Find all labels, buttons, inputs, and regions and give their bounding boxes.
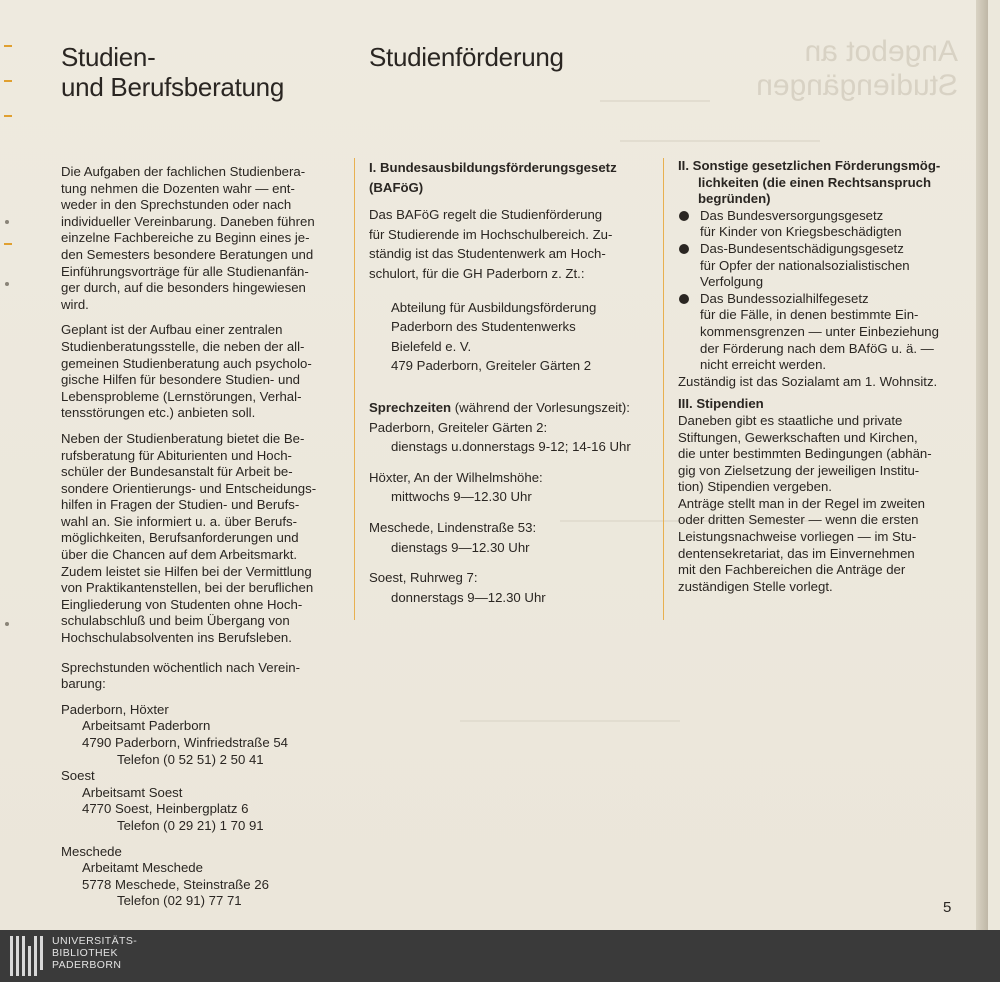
hours-entry	[369, 568, 647, 607]
office-city: Paderborn, Höxter	[61, 701, 169, 717]
text-line: Paderborn des Studentenwerks	[391, 319, 576, 335]
section-title-stipendien: III. Stipendien	[678, 396, 764, 412]
text-line: Eingliederung von Studenten ohne Hoch-	[61, 596, 303, 612]
text-line: wahl an. Sie informiert u. a. über Berufs-	[61, 513, 298, 529]
text-line: individueller Vereinbarung. Daneben führen	[61, 213, 315, 229]
library-name-line: UNIVERSITÄTS-	[52, 935, 138, 947]
page-edge	[976, 0, 988, 930]
sprechzeiten-heading	[369, 398, 647, 418]
section-title-bafoeg	[369, 158, 647, 197]
library-name-line: BIBLIOTHEK	[52, 947, 118, 959]
hours-place: Höxter, An der Wilhelmshöhe:	[369, 469, 543, 485]
text-line: barung:	[61, 676, 106, 692]
paragraph-berufsberatung	[61, 431, 339, 647]
text-line: I. Bundesausbildungsförderungsgesetz	[369, 160, 617, 175]
text-line: zuständigen Stelle vorlegt.	[678, 578, 833, 594]
office-phone: Telefon (0 52 51) 2 50 41	[117, 751, 264, 767]
text-line: nicht erreicht werden.	[700, 357, 827, 373]
text-line: Neben der Studienberatung bietet die Be-	[61, 430, 305, 446]
text-line: kommensgrenzen — unter Einbeziehung	[700, 323, 939, 339]
text-line: gig von Zielsetzung der jeweiligen Institu-	[678, 462, 920, 478]
bullet-dot-icon	[679, 244, 689, 254]
page-number: 5	[943, 899, 952, 916]
text-line: den Semesters besondere Beratungen und	[61, 246, 314, 262]
column-divider	[354, 158, 355, 620]
margin-mark	[5, 220, 9, 224]
bullet-item	[678, 208, 954, 241]
text-line: Das Bundesversorgungsgesetz	[700, 207, 884, 223]
hours-entry	[369, 418, 647, 457]
text-line: schulort, für die GH Paderborn z. Zt.:	[369, 265, 585, 281]
text-line: 479 Paderborn, Greiteler Gärten 2	[391, 358, 592, 374]
bleed-through-line	[600, 100, 710, 102]
office-soest	[61, 768, 339, 834]
text-line: II. Sonstige gesetzlichen Förderungsmög-	[678, 158, 941, 173]
text-line: Sprechstunden wöchentlich nach Verein-	[61, 659, 300, 675]
hours-time: mittwochs 9—12.30 Uhr	[391, 489, 532, 505]
text-line: möglichkeiten, Berufsanforderungen und	[61, 530, 299, 546]
sprechzeiten-note: (während der Vorlesungszeit):	[454, 399, 630, 415]
bleed-through-line	[460, 720, 680, 722]
office-address: 4770 Soest, Heinbergplatz 6	[82, 801, 249, 817]
text-line: begründen)	[698, 191, 771, 207]
text-line: Studienberatungsstelle, die neben der all-	[61, 338, 305, 354]
office-address: 5778 Meschede, Steinstraße 26	[82, 876, 269, 892]
hours-place: Soest, Ruhrweg 7:	[369, 570, 478, 586]
office-name: Arbeitamt Meschede	[82, 860, 203, 876]
margin-tick	[4, 115, 12, 117]
text-line: gemeinen Studienberatung auch psycholo-	[61, 355, 312, 371]
text-line: weder in den Sprechstunden oder nach	[61, 197, 292, 213]
bullet-dot-icon	[679, 211, 689, 221]
heading-line: Studien-	[61, 42, 156, 72]
responsibility-note: Zuständig ist das Sozialamt am 1. Wohnsitz.	[678, 373, 938, 389]
heading-studienfoerderung: Studienförderung	[369, 42, 564, 72]
text-line: ger durch, auf die besonders hingewiesen	[61, 280, 306, 296]
text-line: Die Aufgaben der fachlichen Studienbera-	[61, 164, 306, 179]
paragraph-antraege	[678, 496, 954, 596]
studentenwerk-address	[369, 298, 647, 376]
text-line: Stiftungen, Gewerkschaften und Kirchen,	[678, 429, 918, 445]
library-logo-icon	[10, 936, 44, 976]
text-line: Verfolgung	[700, 274, 764, 290]
paragraph-stipendien	[678, 413, 954, 496]
library-name	[52, 935, 137, 971]
paragraph-aufgaben	[61, 164, 339, 313]
bullet-item	[678, 241, 954, 291]
sprechzeiten-label: Sprechzeiten	[369, 399, 452, 415]
office-phone: Telefon (0 29 21) 1 70 91	[117, 817, 264, 833]
text-line: ständig ist das Studentenwerk am Hoch-	[369, 246, 606, 262]
paragraph-geplant	[61, 322, 339, 422]
hours-place: Paderborn, Greiteler Gärten 2:	[369, 419, 548, 435]
text-line: Zudem leistet sie Hilfen bei der Vermittlung	[61, 563, 312, 579]
text-line: tion) Stipendien vergeben.	[678, 479, 832, 495]
office-name: Arbeitsamt Soest	[82, 784, 183, 800]
margin-mark	[5, 282, 9, 286]
office-meschede	[61, 844, 339, 910]
hours-place: Meschede, Lindenstraße 53:	[369, 519, 537, 535]
hours-entry	[369, 468, 647, 507]
margin-tick	[4, 45, 12, 47]
text-line: (BAFöG)	[369, 179, 424, 195]
office-address: 4790 Paderborn, Winfriedstraße 54	[82, 735, 288, 750]
office-name: Arbeitsamt Paderborn	[82, 718, 211, 734]
bullet-item	[678, 291, 954, 374]
text-line: Bielefeld e. V.	[391, 338, 472, 354]
heading-line: und Berufsberatung	[61, 72, 284, 102]
bleed-through-heading: Angebot an Studiengängen	[756, 35, 958, 102]
hours-entry	[369, 518, 647, 557]
office-phone: Telefon (02 91) 77 71	[117, 893, 242, 909]
text-line: Das Bundessozialhilfegesetz	[700, 290, 869, 306]
margin-tick	[4, 80, 12, 82]
text-line: mit den Fachbereichen die Anträge der	[678, 562, 906, 578]
column-divider	[663, 158, 664, 620]
text-line: Das-Bundesentschädigungsgesetz	[700, 240, 904, 256]
text-line: Das BAFöG regelt die Studienförderung	[369, 207, 603, 223]
text-line: Geplant ist der Aufbau einer zentralen	[61, 322, 283, 338]
paragraph-sprechstunden	[61, 660, 339, 693]
hours-time: dienstags u.donnerstags 9-12; 14-16 Uhr	[391, 439, 631, 455]
mid-column	[369, 158, 647, 607]
bullet-dot-icon	[679, 294, 689, 304]
margin-tick	[4, 243, 12, 245]
office-city: Soest	[61, 768, 95, 784]
text-line: dentensekretariat, das im Einvernehmen	[678, 545, 915, 561]
text-line: über die Chancen auf dem Arbeitsmarkt.	[61, 547, 298, 563]
text-line: schulabschluß und beim Übergang von	[61, 613, 290, 629]
office-city: Meschede	[61, 843, 122, 859]
text-line: die unter bestimmten Bedingungen (abhän-	[678, 446, 932, 462]
library-name-line: PADERBORN	[52, 959, 122, 971]
text-line: Einführungsvorträge für alle Studienanfän-	[61, 263, 309, 279]
text-line: der Förderung nach dem BAföG u. ä. —	[700, 340, 934, 356]
text-line: für Studierende im Hochschulbereich. Zu-	[369, 226, 613, 242]
right-column	[678, 158, 954, 595]
text-line: wird.	[61, 296, 89, 312]
text-line: sondere Orientierungs- und Entscheidungs-	[61, 480, 317, 496]
text-line: tensstörungen etc.) anbieten soll.	[61, 405, 256, 421]
bleed-through-line	[620, 140, 820, 142]
text-line: oder dritten Semester — wenn die ersten	[678, 512, 919, 528]
bafoeg-intro	[369, 205, 647, 283]
text-line: lichkeiten (die einen Rechtsanspruch	[698, 174, 932, 190]
text-line: für Opfer der nationalsozialistischen	[700, 257, 910, 273]
text-line: von Praktikantenstellen, bei der beruflichen	[61, 580, 314, 596]
text-line: rufsberatung für Abiturienten und Hoch-	[61, 447, 292, 463]
text-line: hilfen in Fragen der Studien- und Berufs-	[61, 497, 300, 513]
text-line: Daneben gibt es staatliche und private	[678, 412, 903, 428]
text-line: gische Hilfen für besondere Studien- und	[61, 372, 300, 388]
margin-mark	[5, 622, 9, 626]
text-line: für Kinder von Kriegsbeschädigten	[700, 224, 902, 240]
text-line: schüler der Bundesanstalt für Arbeit be-	[61, 464, 293, 480]
hours-time: dienstags 9—12.30 Uhr	[391, 539, 530, 555]
text-line: Abteilung für Ausbildungsförderung	[391, 299, 597, 315]
text-line: Anträge stellt man in der Regel im zweiten	[678, 495, 926, 511]
library-footer	[0, 930, 1000, 982]
text-line: Lebensprobleme (Lernstörungen, Verhal-	[61, 388, 302, 404]
text-line: für die Fälle, in denen bestimmte Ein-	[700, 307, 919, 323]
section-title-sonstige	[678, 158, 954, 208]
text-line: tung nehmen die Dozenten wahr — ent-	[61, 180, 295, 196]
heading-studienberatung	[61, 42, 284, 102]
office-paderborn	[61, 702, 339, 768]
text-line: Hochschulabsolventen ins Berufsleben.	[61, 630, 292, 646]
text-line: einzelne Fachbereiche zu Beginn eines je-	[61, 230, 310, 246]
text-line: Leistungsnachweise vorliegen — im Stu-	[678, 529, 917, 545]
left-column	[61, 164, 339, 910]
hours-time: donnerstags 9—12.30 Uhr	[391, 589, 546, 605]
